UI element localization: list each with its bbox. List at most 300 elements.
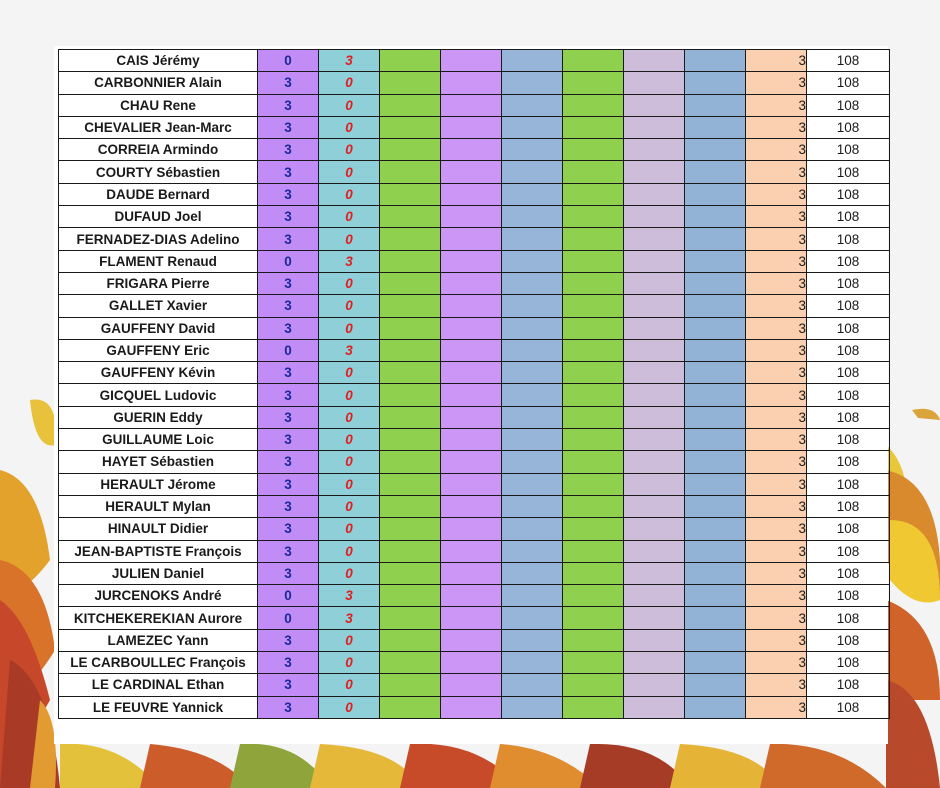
table-row [59, 139, 890, 161]
empty-cell-col4 [441, 652, 502, 674]
score-cell-col2: 0 [319, 406, 380, 428]
empty-cell-col8 [685, 406, 746, 428]
score-cell-col2: 0 [319, 228, 380, 250]
score-cell-col1: 3 [258, 72, 319, 94]
empty-cell-col6 [563, 674, 624, 696]
empty-cell-col6 [563, 451, 624, 473]
empty-cell-col8 [685, 696, 746, 718]
score-cell-col1: 3 [258, 317, 319, 339]
score-cell-col2: 0 [319, 562, 380, 584]
score-cell-col9: 3 [746, 228, 807, 250]
total-cell: 108 [807, 674, 890, 696]
empty-cell-col5 [502, 295, 563, 317]
table-row [59, 562, 890, 584]
table-row [59, 183, 890, 205]
empty-cell-col5 [502, 317, 563, 339]
score-cell-col9: 3 [746, 183, 807, 205]
score-cell-col2: 3 [319, 50, 380, 72]
empty-cell-col8 [685, 94, 746, 116]
empty-cell-col3 [380, 674, 441, 696]
player-name-cell: CORREIA Armindo [59, 139, 258, 161]
empty-cell-col6 [563, 696, 624, 718]
empty-cell-col5 [502, 228, 563, 250]
score-cell-col1: 3 [258, 518, 319, 540]
score-cell-col9: 3 [746, 94, 807, 116]
empty-cell-col5 [502, 362, 563, 384]
empty-cell-col8 [685, 362, 746, 384]
empty-cell-col7 [624, 228, 685, 250]
empty-cell-col4 [441, 206, 502, 228]
score-cell-col2: 0 [319, 674, 380, 696]
empty-cell-col8 [685, 183, 746, 205]
table-row [59, 406, 890, 428]
player-name-cell: LAMEZEC Yann [59, 629, 258, 651]
score-cell-col9: 3 [746, 585, 807, 607]
empty-cell-col3 [380, 72, 441, 94]
player-name-cell: LE CARBOULLEC François [59, 652, 258, 674]
score-cell-col1: 3 [258, 384, 319, 406]
empty-cell-col8 [685, 228, 746, 250]
total-cell: 108 [807, 94, 890, 116]
empty-cell-col8 [685, 562, 746, 584]
empty-cell-col5 [502, 206, 563, 228]
score-cell-col2: 0 [319, 696, 380, 718]
player-name-cell: FRIGARA Pierre [59, 272, 258, 294]
total-cell: 108 [807, 72, 890, 94]
total-cell: 108 [807, 429, 890, 451]
score-cell-col9: 3 [746, 607, 807, 629]
score-cell-col1: 3 [258, 540, 319, 562]
empty-cell-col8 [685, 116, 746, 138]
empty-cell-col7 [624, 540, 685, 562]
empty-cell-col5 [502, 562, 563, 584]
player-name-cell: LE FEUVRE Yannick [59, 696, 258, 718]
score-cell-col9: 3 [746, 652, 807, 674]
empty-cell-col5 [502, 94, 563, 116]
empty-cell-col3 [380, 629, 441, 651]
empty-cell-col6 [563, 317, 624, 339]
empty-cell-col5 [502, 72, 563, 94]
empty-cell-col3 [380, 139, 441, 161]
empty-cell-col4 [441, 629, 502, 651]
empty-cell-col7 [624, 495, 685, 517]
empty-cell-col8 [685, 429, 746, 451]
empty-cell-col7 [624, 384, 685, 406]
empty-cell-col3 [380, 607, 441, 629]
player-name-cell: GAUFFENY Eric [59, 339, 258, 361]
table-row [59, 272, 890, 294]
empty-cell-col5 [502, 250, 563, 272]
empty-cell-col8 [685, 451, 746, 473]
score-table [58, 49, 890, 719]
empty-cell-col4 [441, 495, 502, 517]
empty-cell-col4 [441, 473, 502, 495]
empty-cell-col8 [685, 72, 746, 94]
table-row [59, 228, 890, 250]
total-cell: 108 [807, 406, 890, 428]
empty-cell-col8 [685, 607, 746, 629]
score-cell-col1: 3 [258, 295, 319, 317]
score-cell-col9: 3 [746, 50, 807, 72]
score-cell-col2: 0 [319, 495, 380, 517]
empty-cell-col5 [502, 473, 563, 495]
player-name-cell: HERAULT Jérome [59, 473, 258, 495]
score-cell-col2: 0 [319, 116, 380, 138]
table-row [59, 362, 890, 384]
empty-cell-col7 [624, 674, 685, 696]
empty-cell-col5 [502, 183, 563, 205]
empty-cell-col6 [563, 406, 624, 428]
score-cell-col1: 3 [258, 696, 319, 718]
empty-cell-col7 [624, 696, 685, 718]
total-cell: 108 [807, 317, 890, 339]
empty-cell-col6 [563, 72, 624, 94]
score-cell-col2: 0 [319, 384, 380, 406]
empty-cell-col5 [502, 674, 563, 696]
empty-cell-col7 [624, 652, 685, 674]
score-cell-col2: 0 [319, 362, 380, 384]
empty-cell-col4 [441, 94, 502, 116]
score-cell-col1: 3 [258, 629, 319, 651]
empty-cell-col3 [380, 250, 441, 272]
score-cell-col1: 0 [258, 250, 319, 272]
player-name-cell: JULIEN Daniel [59, 562, 258, 584]
empty-cell-col6 [563, 384, 624, 406]
score-cell-col1: 3 [258, 116, 319, 138]
total-cell: 108 [807, 562, 890, 584]
table-row [59, 50, 890, 72]
empty-cell-col7 [624, 473, 685, 495]
empty-cell-col4 [441, 139, 502, 161]
empty-cell-col6 [563, 495, 624, 517]
score-cell-col9: 3 [746, 206, 807, 228]
table-row [59, 607, 890, 629]
empty-cell-col5 [502, 139, 563, 161]
empty-cell-col8 [685, 473, 746, 495]
total-cell: 108 [807, 183, 890, 205]
table-row [59, 250, 890, 272]
empty-cell-col8 [685, 585, 746, 607]
player-name-cell: FLAMENT Renaud [59, 250, 258, 272]
score-cell-col2: 0 [319, 183, 380, 205]
empty-cell-col4 [441, 429, 502, 451]
score-cell-col2: 3 [319, 585, 380, 607]
empty-cell-col5 [502, 652, 563, 674]
empty-cell-col6 [563, 473, 624, 495]
player-name-cell: HINAULT Didier [59, 518, 258, 540]
empty-cell-col8 [685, 674, 746, 696]
empty-cell-col5 [502, 607, 563, 629]
empty-cell-col8 [685, 50, 746, 72]
empty-cell-col3 [380, 116, 441, 138]
empty-cell-col6 [563, 228, 624, 250]
total-cell: 108 [807, 295, 890, 317]
empty-cell-col8 [685, 384, 746, 406]
score-cell-col2: 0 [319, 540, 380, 562]
empty-cell-col7 [624, 518, 685, 540]
empty-cell-col6 [563, 429, 624, 451]
empty-cell-col3 [380, 161, 441, 183]
player-name-cell: JURCENOKS André [59, 585, 258, 607]
score-cell-col9: 3 [746, 495, 807, 517]
score-cell-col1: 3 [258, 562, 319, 584]
score-cell-col1: 3 [258, 228, 319, 250]
empty-cell-col7 [624, 295, 685, 317]
empty-cell-col7 [624, 206, 685, 228]
empty-cell-col5 [502, 518, 563, 540]
empty-cell-col3 [380, 384, 441, 406]
score-cell-col1: 0 [258, 585, 319, 607]
score-cell-col9: 3 [746, 161, 807, 183]
player-name-cell: LE CARDINAL Ethan [59, 674, 258, 696]
empty-cell-col8 [685, 518, 746, 540]
score-cell-col1: 3 [258, 473, 319, 495]
empty-cell-col8 [685, 161, 746, 183]
score-cell-col2: 0 [319, 295, 380, 317]
score-cell-col1: 3 [258, 429, 319, 451]
empty-cell-col8 [685, 540, 746, 562]
score-cell-col1: 3 [258, 451, 319, 473]
score-cell-col9: 3 [746, 674, 807, 696]
player-name-cell: DAUDE Bernard [59, 183, 258, 205]
score-cell-col2: 0 [319, 161, 380, 183]
empty-cell-col6 [563, 250, 624, 272]
score-cell-col2: 0 [319, 518, 380, 540]
empty-cell-col4 [441, 50, 502, 72]
empty-cell-col6 [563, 607, 624, 629]
empty-cell-col7 [624, 50, 685, 72]
empty-cell-col3 [380, 495, 441, 517]
empty-cell-col4 [441, 72, 502, 94]
empty-cell-col4 [441, 607, 502, 629]
total-cell: 108 [807, 652, 890, 674]
table-row [59, 473, 890, 495]
player-name-cell: HAYET Sébastien [59, 451, 258, 473]
total-cell: 108 [807, 473, 890, 495]
player-name-cell: DUFAUD Joel [59, 206, 258, 228]
empty-cell-col5 [502, 540, 563, 562]
empty-cell-col4 [441, 183, 502, 205]
empty-cell-col8 [685, 250, 746, 272]
empty-cell-col3 [380, 696, 441, 718]
empty-cell-col5 [502, 161, 563, 183]
score-cell-col9: 3 [746, 406, 807, 428]
empty-cell-col4 [441, 562, 502, 584]
empty-cell-col3 [380, 228, 441, 250]
score-cell-col2: 3 [319, 607, 380, 629]
total-cell: 108 [807, 384, 890, 406]
empty-cell-col5 [502, 339, 563, 361]
empty-cell-col4 [441, 406, 502, 428]
empty-cell-col3 [380, 206, 441, 228]
table-row [59, 540, 890, 562]
empty-cell-col7 [624, 72, 685, 94]
score-cell-col2: 0 [319, 139, 380, 161]
table-row [59, 652, 890, 674]
score-cell-col9: 3 [746, 72, 807, 94]
empty-cell-col5 [502, 585, 563, 607]
empty-cell-col6 [563, 562, 624, 584]
score-cell-col2: 0 [319, 272, 380, 294]
empty-cell-col6 [563, 139, 624, 161]
score-cell-col1: 0 [258, 607, 319, 629]
empty-cell-col6 [563, 50, 624, 72]
empty-cell-col7 [624, 629, 685, 651]
total-cell: 108 [807, 629, 890, 651]
empty-cell-col6 [563, 295, 624, 317]
empty-cell-col6 [563, 206, 624, 228]
score-cell-col1: 0 [258, 50, 319, 72]
empty-cell-col7 [624, 116, 685, 138]
total-cell: 108 [807, 206, 890, 228]
empty-cell-col6 [563, 518, 624, 540]
score-cell-col9: 3 [746, 696, 807, 718]
table-row [59, 384, 890, 406]
score-cell-col1: 3 [258, 272, 319, 294]
empty-cell-col3 [380, 362, 441, 384]
table-row [59, 629, 890, 651]
score-cell-col1: 3 [258, 183, 319, 205]
empty-cell-col4 [441, 540, 502, 562]
empty-cell-col3 [380, 585, 441, 607]
empty-cell-col4 [441, 384, 502, 406]
empty-cell-col5 [502, 429, 563, 451]
score-cell-col2: 0 [319, 317, 380, 339]
empty-cell-col6 [563, 652, 624, 674]
player-name-cell: KITCHEKEREKIAN Aurore [59, 607, 258, 629]
score-cell-col2: 0 [319, 429, 380, 451]
empty-cell-col7 [624, 94, 685, 116]
score-cell-col1: 3 [258, 406, 319, 428]
table-row [59, 429, 890, 451]
empty-cell-col6 [563, 272, 624, 294]
table-row [59, 116, 890, 138]
empty-cell-col6 [563, 161, 624, 183]
empty-cell-col3 [380, 652, 441, 674]
player-name-cell: GUERIN Eddy [59, 406, 258, 428]
score-cell-col9: 3 [746, 540, 807, 562]
empty-cell-col4 [441, 585, 502, 607]
table-row [59, 674, 890, 696]
score-cell-col1: 3 [258, 206, 319, 228]
score-cell-col1: 3 [258, 94, 319, 116]
player-name-cell: CHEVALIER Jean-Marc [59, 116, 258, 138]
empty-cell-col7 [624, 250, 685, 272]
empty-cell-col3 [380, 295, 441, 317]
total-cell: 108 [807, 696, 890, 718]
player-name-cell: GAUFFENY David [59, 317, 258, 339]
empty-cell-col8 [685, 295, 746, 317]
empty-cell-col8 [685, 495, 746, 517]
empty-cell-col4 [441, 116, 502, 138]
empty-cell-col3 [380, 540, 441, 562]
table-row [59, 518, 890, 540]
empty-cell-col4 [441, 518, 502, 540]
score-cell-col2: 0 [319, 206, 380, 228]
empty-cell-col3 [380, 429, 441, 451]
empty-cell-col7 [624, 585, 685, 607]
score-cell-col2: 0 [319, 72, 380, 94]
table-row [59, 206, 890, 228]
score-cell-col2: 0 [319, 652, 380, 674]
score-cell-col9: 3 [746, 116, 807, 138]
empty-cell-col7 [624, 607, 685, 629]
player-name-cell: JEAN-BAPTISTE François [59, 540, 258, 562]
score-cell-col9: 3 [746, 139, 807, 161]
table-row [59, 495, 890, 517]
score-cell-col9: 3 [746, 250, 807, 272]
empty-cell-col7 [624, 317, 685, 339]
table-row [59, 339, 890, 361]
empty-cell-col3 [380, 94, 441, 116]
score-cell-col9: 3 [746, 384, 807, 406]
total-cell: 108 [807, 228, 890, 250]
empty-cell-col3 [380, 272, 441, 294]
player-name-cell: CAIS Jérémy [59, 50, 258, 72]
score-table-sheet [54, 46, 888, 744]
total-cell: 108 [807, 607, 890, 629]
player-name-cell: FERNADEZ-DIAS Adelino [59, 228, 258, 250]
empty-cell-col7 [624, 339, 685, 361]
score-cell-col9: 3 [746, 429, 807, 451]
empty-cell-col7 [624, 161, 685, 183]
empty-cell-col6 [563, 362, 624, 384]
score-cell-col2: 0 [319, 473, 380, 495]
player-name-cell: GAUFFENY Kévin [59, 362, 258, 384]
empty-cell-col5 [502, 272, 563, 294]
table-row [59, 72, 890, 94]
player-name-cell: GUILLAUME Loic [59, 429, 258, 451]
player-name-cell: GALLET Xavier [59, 295, 258, 317]
score-cell-col1: 3 [258, 652, 319, 674]
score-cell-col1: 3 [258, 362, 319, 384]
total-cell: 108 [807, 250, 890, 272]
empty-cell-col3 [380, 562, 441, 584]
score-cell-col9: 3 [746, 362, 807, 384]
score-cell-col9: 3 [746, 473, 807, 495]
empty-cell-col8 [685, 139, 746, 161]
score-cell-col9: 3 [746, 518, 807, 540]
table-row [59, 585, 890, 607]
player-name-cell: GICQUEL Ludovic [59, 384, 258, 406]
empty-cell-col5 [502, 384, 563, 406]
empty-cell-col8 [685, 629, 746, 651]
table-row [59, 696, 890, 718]
empty-cell-col3 [380, 50, 441, 72]
empty-cell-col8 [685, 652, 746, 674]
player-name-cell: CARBONNIER Alain [59, 72, 258, 94]
empty-cell-col3 [380, 406, 441, 428]
empty-cell-col7 [624, 139, 685, 161]
empty-cell-col4 [441, 228, 502, 250]
empty-cell-col4 [441, 250, 502, 272]
player-name-cell: CHAU Rene [59, 94, 258, 116]
empty-cell-col6 [563, 94, 624, 116]
total-cell: 108 [807, 339, 890, 361]
score-cell-col1: 3 [258, 495, 319, 517]
empty-cell-col6 [563, 339, 624, 361]
score-cell-col9: 3 [746, 629, 807, 651]
score-cell-col9: 3 [746, 562, 807, 584]
empty-cell-col4 [441, 339, 502, 361]
empty-cell-col6 [563, 540, 624, 562]
table-row [59, 161, 890, 183]
score-cell-col1: 3 [258, 161, 319, 183]
score-cell-col9: 3 [746, 317, 807, 339]
score-cell-col9: 3 [746, 272, 807, 294]
total-cell: 108 [807, 585, 890, 607]
total-cell: 108 [807, 451, 890, 473]
